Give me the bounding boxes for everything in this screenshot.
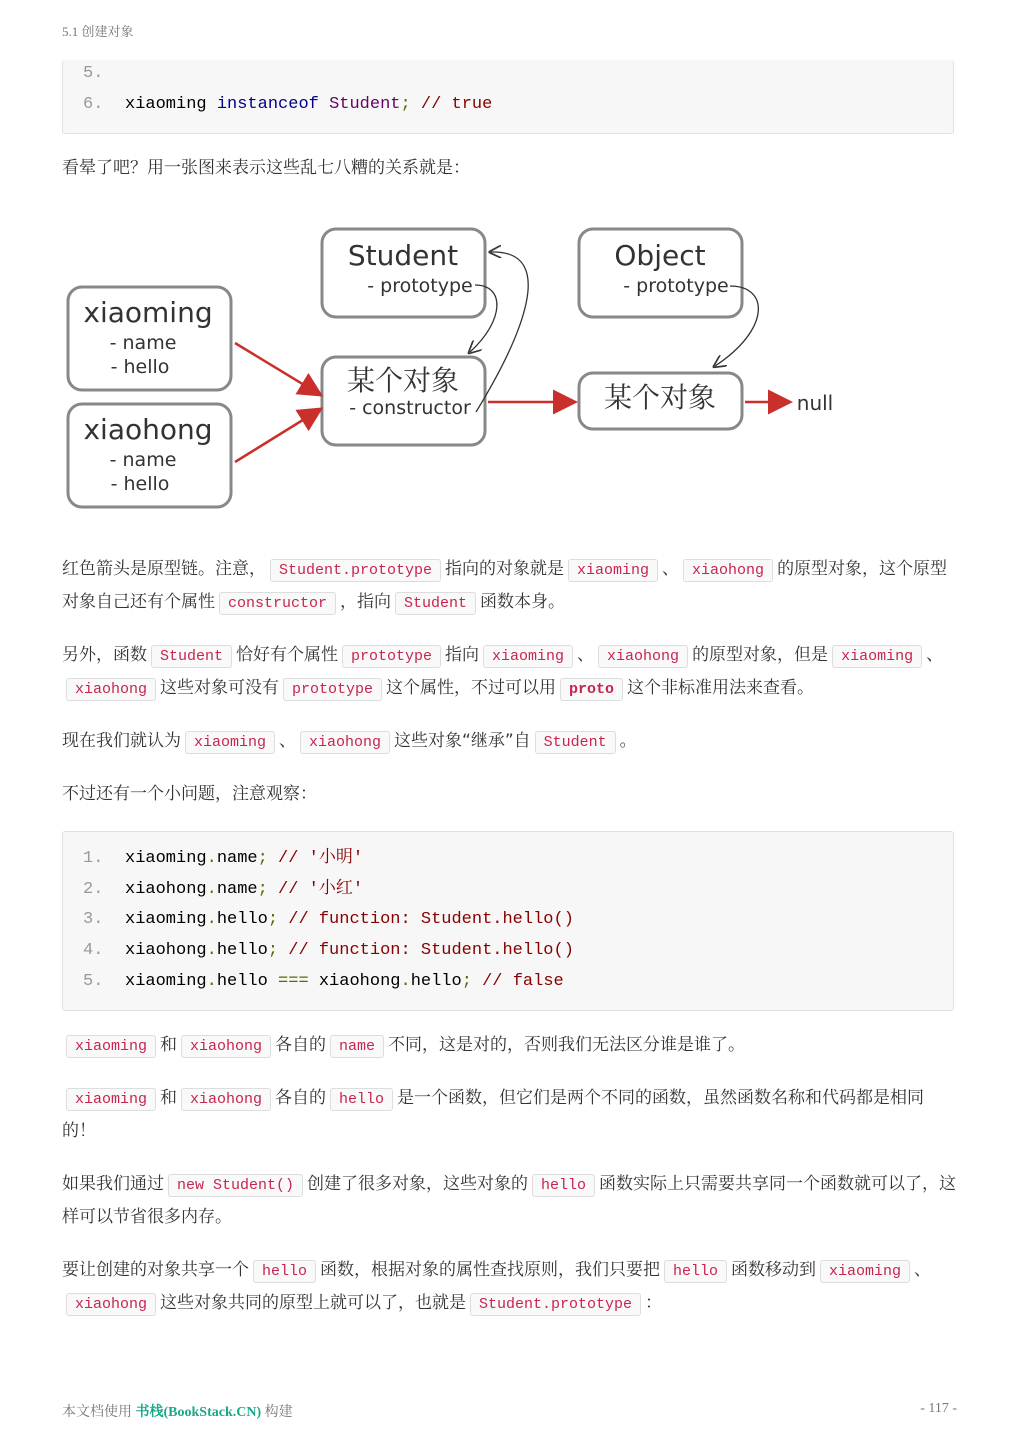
- paragraph-group-2: [62, 1029, 957, 1320]
- code-token: hello: [216, 910, 268, 930]
- page-number: - 117 -: [920, 1401, 957, 1416]
- code-token: ===: [278, 971, 309, 991]
- paragraph-group-1: [62, 553, 957, 811]
- code-token: .: [206, 849, 217, 868]
- code-line: [83, 939, 574, 963]
- object-sub: - prototype: [623, 275, 729, 297]
- code-token: xiaoming: [125, 971, 207, 991]
- footer-suffix: 构建: [261, 1405, 293, 1420]
- code-token: Student: [329, 94, 401, 114]
- intro-paragraph: 看晕了吧？用一张图来表示这些乱七八糟的关系就是：: [62, 158, 470, 178]
- page-content: [62, 60, 957, 1340]
- text-run: 这些对象共同的原型上就可以了，也就是: [160, 1293, 467, 1313]
- code-token: .: [206, 971, 217, 991]
- paragraph: [62, 1168, 957, 1234]
- xiaohong-title: xiaohong: [83, 413, 213, 446]
- code-token: // true: [410, 94, 493, 114]
- code-block-1: [62, 60, 954, 134]
- inline-code: Student: [395, 592, 476, 615]
- inline-code: xiaoming: [66, 1035, 156, 1058]
- text-run: 、: [914, 1260, 932, 1280]
- code-token: ;: [267, 910, 279, 930]
- inline-code: hello: [532, 1174, 595, 1197]
- footer-prefix: 本文档使用: [62, 1405, 136, 1420]
- text-run: 函数，根据对象的属性查找原则，我们只要把: [320, 1260, 661, 1280]
- inline-code: xiaoming: [185, 731, 275, 754]
- inline-code: Student.prototype: [270, 559, 441, 582]
- code-line: [83, 93, 492, 117]
- inline-code: hello: [330, 1088, 393, 1111]
- text-run: ：: [645, 1293, 663, 1313]
- code-line: [83, 878, 363, 902]
- student-sub: - prototype: [367, 275, 473, 297]
- arrow-xiaoming-proto: [235, 343, 319, 394]
- paragraph: [62, 1082, 957, 1148]
- text-run: 要让创建的对象共享一个: [62, 1260, 249, 1280]
- code-token: name: [216, 849, 258, 868]
- xiaoming-title: xiaoming: [83, 296, 213, 329]
- text-run: 和: [160, 1088, 178, 1108]
- paragraph: [62, 778, 957, 811]
- paragraph: [62, 725, 957, 758]
- line-number: 5.: [83, 971, 104, 991]
- line-number: 5.: [83, 64, 104, 83]
- code-token: ;: [257, 879, 268, 899]
- inline-code: constructor: [219, 592, 336, 615]
- text-run: 函数移动到: [731, 1260, 817, 1280]
- proto2-title: 某个对象: [603, 381, 717, 414]
- text-run: 现在我们就认为: [62, 731, 181, 751]
- line-number: 6.: [83, 94, 104, 114]
- line-number: 3.: [83, 910, 104, 930]
- code-token: // '小明': [267, 849, 364, 868]
- paragraph: [62, 639, 957, 705]
- code-token: ;: [267, 941, 279, 961]
- code-token: .: [206, 910, 217, 930]
- text-run: 、: [662, 559, 680, 579]
- text-run: 这些对象可没有: [160, 678, 280, 698]
- xiaoming-hello: - hello: [110, 356, 170, 378]
- text-run: 如果我们通过: [62, 1174, 164, 1194]
- xiaohong-name: - name: [109, 449, 177, 471]
- code-token: xiaohong: [125, 879, 207, 899]
- text-run: 恰好有个属性: [236, 645, 339, 665]
- footer-credit: [62, 1401, 293, 1421]
- code-token: .: [206, 879, 217, 899]
- text-run: 、: [279, 731, 297, 751]
- code-token: name: [216, 879, 258, 899]
- code-token: .: [400, 971, 411, 991]
- code-token: xiaoming: [125, 849, 207, 868]
- code-token: .: [206, 941, 217, 961]
- text-run: 这个属性，不过可以用: [386, 678, 557, 698]
- proto1-title: 某个对象: [346, 364, 460, 397]
- text-run: 各自的: [275, 1088, 327, 1108]
- text-run: 。: [619, 731, 637, 751]
- student-title: Student: [347, 239, 459, 272]
- inline-code: Student.prototype: [470, 1293, 641, 1316]
- text-run: 各自的: [275, 1035, 327, 1055]
- paragraph: [62, 1254, 957, 1320]
- running-header: 5.1 创建对象: [62, 24, 134, 39]
- code-token: // '小红': [267, 879, 364, 899]
- text-run: 的原型对象，但是: [692, 645, 829, 665]
- line-number: 2.: [83, 879, 104, 899]
- code-token: ;: [400, 94, 411, 114]
- bookstack-link[interactable]: 书栈(BookStack.CN): [135, 1405, 262, 1420]
- code-line: [83, 847, 363, 871]
- text-run: 指向的对象就是: [445, 559, 565, 579]
- inline-code: prototype: [283, 678, 382, 701]
- code-token: xiaohong: [125, 941, 207, 961]
- code-token: hello: [410, 971, 462, 991]
- arrow-xiaohong-proto: [235, 410, 319, 462]
- code-token: ;: [461, 971, 472, 991]
- inline-code: hello: [664, 1260, 727, 1283]
- xiaohong-hello: - hello: [110, 473, 170, 495]
- text-run: 函数本身。: [480, 592, 566, 612]
- prototype-chain-diagram: [0, 205, 1019, 535]
- text-run: 和: [160, 1035, 178, 1055]
- inline-code: Student: [151, 645, 232, 668]
- inline-code: hello: [253, 1260, 316, 1283]
- text-run: ，指向: [340, 592, 392, 612]
- object-title: Object: [614, 239, 706, 272]
- text-run: 、: [926, 645, 944, 665]
- text-run: 这些对象“继承”自: [394, 731, 531, 751]
- text-run: 函数实际上只需要共享同一个函数就可以了，这样可以节省很多内存。: [62, 1174, 957, 1227]
- paragraph: [62, 553, 957, 619]
- null-label: null: [796, 391, 834, 415]
- line-number: 1.: [83, 849, 104, 868]
- code-token: instanceof: [216, 94, 319, 114]
- inline-code: xiaohong: [598, 645, 688, 668]
- inline-code: Student: [535, 731, 616, 754]
- code-line: [83, 908, 574, 932]
- code-token: hello: [216, 971, 279, 991]
- inline-code: xiaohong: [181, 1088, 271, 1111]
- inline-code: prototype: [342, 645, 441, 668]
- code-token: hello: [216, 941, 268, 961]
- inline-code: xiaoming: [66, 1088, 156, 1111]
- text-run: 这个非标准用法来查看。: [627, 678, 815, 698]
- code-token: xiaoming: [125, 910, 207, 930]
- code-token: xiaohong: [308, 971, 401, 991]
- inline-code: proto: [560, 678, 623, 701]
- code-token: ;: [257, 849, 268, 868]
- text-run: 不同，这是对的，否则我们无法区分谁是谁了。: [388, 1035, 746, 1055]
- inline-code: xiaoming: [483, 645, 573, 668]
- code-token: // function: Student.hello(): [278, 941, 574, 961]
- inline-code: xiaohong: [181, 1035, 271, 1058]
- text-run: 另外，函数: [62, 645, 147, 665]
- xiaoming-name: - name: [109, 332, 177, 354]
- inline-code: xiaohong: [683, 559, 773, 582]
- diagram-wrapper: [62, 205, 957, 535]
- code-token: [319, 95, 329, 114]
- text-run: 创建了很多对象，这些对象的: [307, 1174, 529, 1194]
- code-token: // false: [471, 971, 564, 991]
- proto1-sub: - constructor: [349, 397, 471, 419]
- inline-code: xiaohong: [300, 731, 390, 754]
- inline-code: xiaoming: [820, 1260, 910, 1283]
- paragraph: [62, 1029, 957, 1062]
- inline-code: new Student(): [168, 1174, 303, 1197]
- code-token: xiaoming: [125, 94, 217, 114]
- text-run: 是一个函数，但它们是两个不同的函数，虽然函数名称和代码都是相同的！: [62, 1088, 925, 1141]
- code-line: [83, 970, 564, 994]
- code-block-2: [62, 831, 954, 1011]
- inline-code: xiaohong: [66, 1293, 156, 1316]
- code-token: // function: Student.hello(): [278, 910, 574, 930]
- inline-code: xiaoming: [832, 645, 922, 668]
- line-number: 4.: [83, 941, 104, 961]
- text-run: 、: [577, 645, 595, 665]
- inline-code: name: [330, 1035, 384, 1058]
- inline-code: xiaohong: [66, 678, 156, 701]
- inline-code: xiaoming: [568, 559, 658, 582]
- text-run: 红色箭头是原型链。注意，: [62, 559, 266, 579]
- code-line: [83, 62, 125, 86]
- text-run: 指向: [445, 645, 480, 665]
- text-run: 不过还有一个小问题，注意观察：: [62, 784, 317, 804]
- text-run: 的原型对象，这个原型对象自己还有个属性: [62, 559, 948, 612]
